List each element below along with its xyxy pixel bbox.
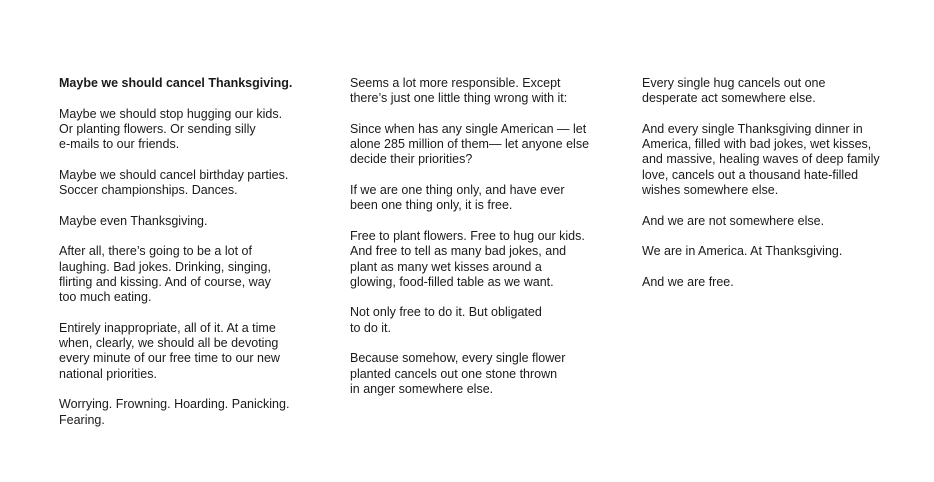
column-3 [642, 76, 922, 305]
document-title: Maybe we should cancel Thanksgiving. [59, 76, 293, 90]
paragraph: If we are one thing only, and have ever been one thing only, it is free. [350, 183, 565, 213]
paragraph: Maybe even Thanksgiving. [59, 213, 208, 228]
paragraph: Since when has any single American — let alone 285 million of them— let anyone else decide their priorities? [350, 121, 590, 167]
paragraph: Because somehow, every single flower planted cancels out one stone thrown in anger somewhere else. [350, 351, 566, 396]
paragraph: Maybe we should stop hugging our kids. Or planting flowers. Or sending silly e-mails to our friends. [59, 106, 283, 152]
paragraph: After all, there’s going to be a lot of laughing. Bad jokes. Drinking, singing, flirting and kissing. And of course, way too much eating. [59, 244, 271, 305]
paragraph: Every single hug cancels out one desperate act somewhere else. [642, 76, 826, 106]
paragraph: Entirely inappropriate, all of it. At a time when, clearly, we should all be devoting every minute of our free time to our new national priorities. [59, 320, 280, 381]
paragraph: Not only free to do it. But obligated to do it. [350, 305, 542, 335]
paragraph: Maybe we should cancel birthday parties. Soccer championships. Dances. [59, 167, 289, 198]
paragraph: And we are free. [642, 274, 734, 289]
paragraph: We are in America. At Thanksgiving. [642, 244, 843, 259]
paragraph: Worrying. Frowning. Hoarding. Panicking. Fearing. [59, 397, 290, 427]
paragraph: Seems a lot more responsible. Except there’s just one little thing wrong with it: [350, 76, 568, 106]
column-2 [350, 76, 620, 413]
paragraph: And we are not somewhere else. [642, 213, 825, 228]
paragraph: And every single Thanksgiving dinner in America, filled with bad jokes, wet kisses, and massive, healing waves of deep family love, cancels out a thousand hate-filled wishes somewhere else. [642, 121, 880, 198]
paragraph: Free to plant flowers. Free to hug our kids. And free to tell as many bad jokes, and plant as many wet kisses around a glowing, food-filled table as we want. [350, 228, 585, 289]
column-1 [59, 76, 329, 443]
